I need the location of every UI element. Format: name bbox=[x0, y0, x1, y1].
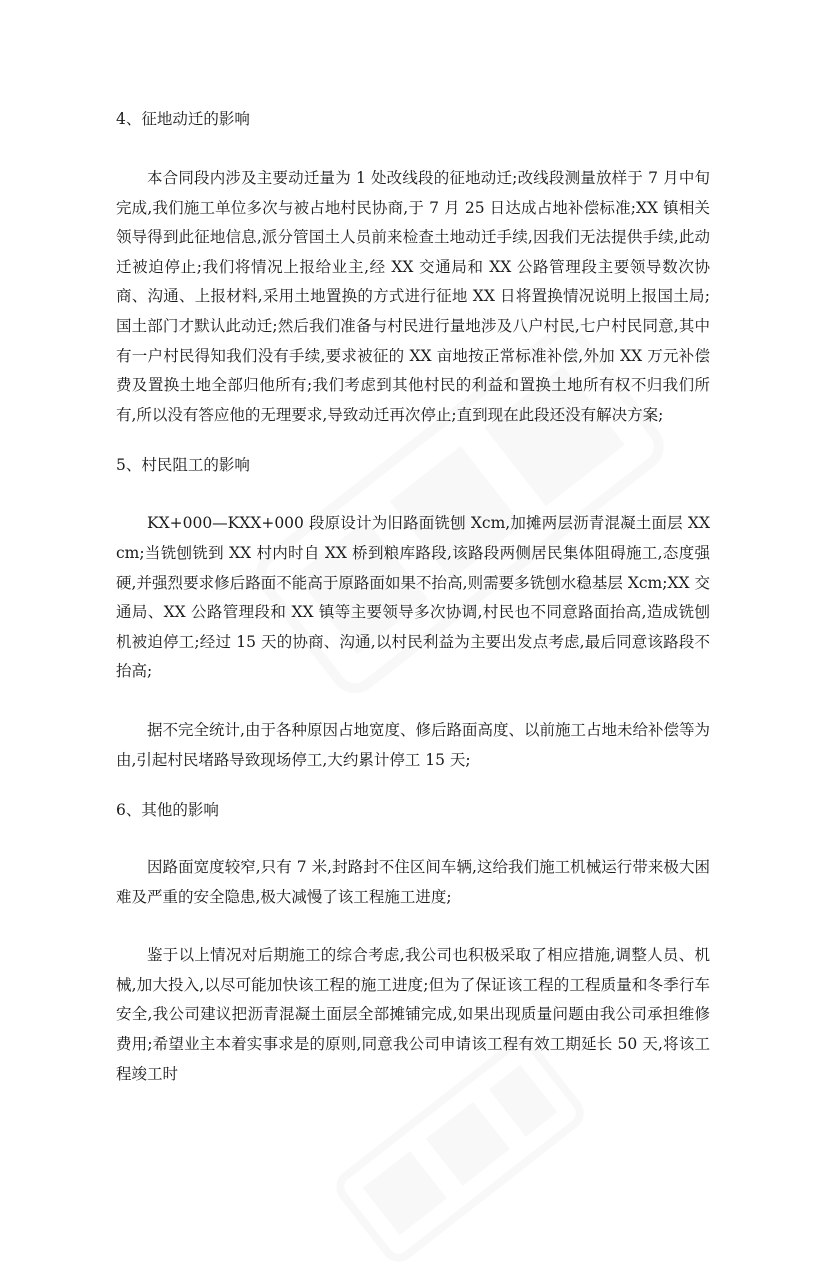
body-paragraph: KX+000—KXX+000 段原设计为旧路面铣刨 Xcm,加摊两层沥青混凝土面层 XXcm;当铣刨铣到 XX 村内时自 XX 桥到粮库路段,该路段两侧居民集体阻碍施工,态度强硬,并强烈要求修后路面不能高于原路面如果不抬高,则需要多铣刨水稳基层 Xcm;XX 交通局、XX 公路管理段和 XX 镇等主要领导多次协调,村民也不同意路面抬高,造成铣刨机被迫停工;经过 15 天的协商、沟通,以村民利益为主要出发点考虑,最后同意该路段不抬高; bbox=[116, 514, 710, 681]
body-paragraph: 据不完全统计,由于各种原因占地宽度、修后路面高度、以前施工占地未给补偿等为由,引起村民堵路导致现场停工,大约累计停工 15 天; bbox=[116, 720, 710, 769]
body-paragraph: 本合同段内涉及主要动迁量为 1 处改线段的征地动迁;改线段测量放样于 7 月中旬完成,我们施工单位多次与被占地村民协商,于 7 月 25 日达成占地补偿标准;XX 镇相关领导得到此征地信息,派分管国土人员前来检查土地动迁手续,因我们无法提供手续,此动迁被迫停止;我们将情况上报给业主,经 XX 交通局和 XX 公路管理段主要领导数次协商、沟通、上报材料,采用土地置换的方式进行征地 XX 日将置换情况说明上报国土局;国土部门才默认此动迁;然后我们准备与村民进行量地涉及八户村民,七户村民同意,其中有一户村民得知我们没有手续,要求被征的 XX 亩地按正常标准补偿,外加 XX 万元补偿费及置换土地全部归他所有;我们考虑到其他村民的利益和置换土地所有权不归我们所有,所以没有答应他的无理要求,导致动迁再次停止;直到现在此段还没有解决方案; bbox=[116, 169, 710, 424]
section-heading: 5、村民阻工的影响 bbox=[116, 456, 250, 475]
section-heading: 6、其他的影响 bbox=[116, 801, 219, 820]
body-paragraph: 因路面宽度较窄,只有 7 米,封路封不住区间车辆,这给我们施工机械运行带来极大困难及严重的安全隐患,极大减慢了该工程施工进度; bbox=[116, 858, 710, 906]
document-body bbox=[116, 100, 710, 1089]
body-paragraph: 鉴于以上情况对后期施工的综合考虑,我公司也积极采取了相应措施,调整人员、机械,加大投入,以尽可能加快该工程的施工进度;但为了保证该工程的工程质量和冬季行车安全,我公司建议把沥青混凝土面层全部摊铺完成,如果出现质量问题由我公司承担维修费用;希望业主本着实事求是的原则,同意我公司申请该工程有效工期延长 50 天,将该工程竣工时 bbox=[116, 946, 710, 1083]
section-heading: 4、征地动迁的影响 bbox=[116, 110, 250, 128]
